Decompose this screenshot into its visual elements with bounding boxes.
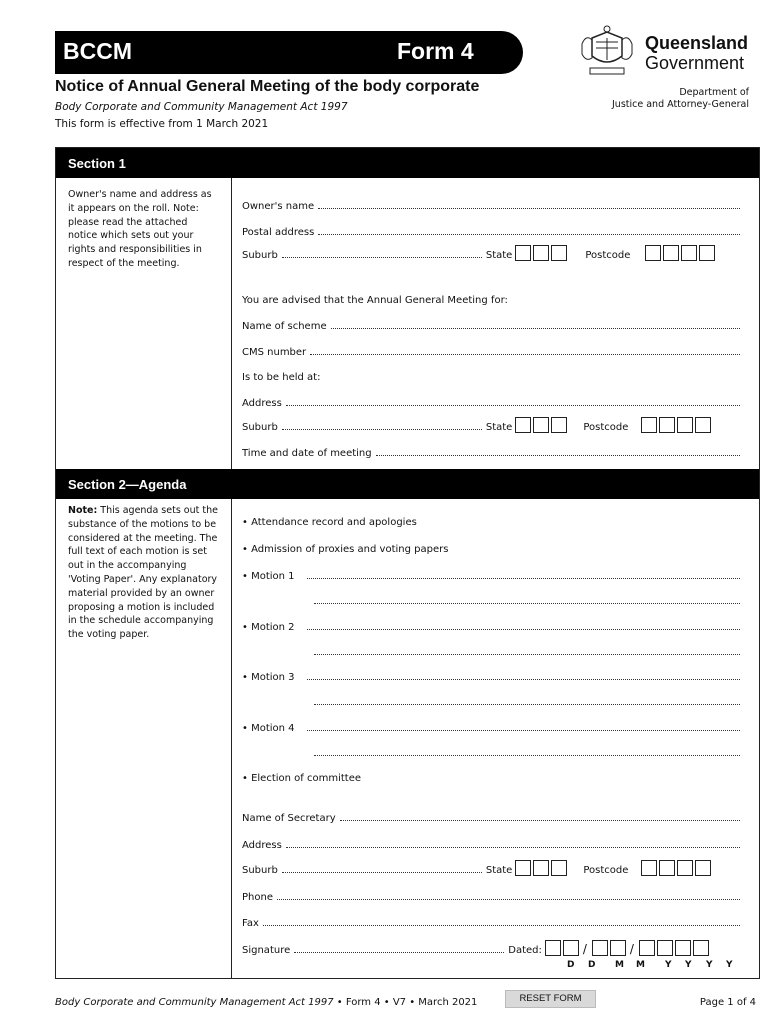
section-1-divider [231,178,232,469]
motion-4-continued[interactable] [310,743,744,759]
signature-field[interactable] [294,952,504,953]
date-letter: D [588,960,596,970]
queensland-wordmark: Queensland [645,33,749,53]
section-1-heading: Section 1 [56,148,759,178]
effective-date: This form is effective from 1 March 2021 [55,118,269,130]
agenda-election: • Election of committee [242,773,361,784]
date-letter: Y [706,960,713,970]
agenda-attendance: • Attendance record and apologies [242,517,417,528]
postal-address-field[interactable]: Postal address [242,222,744,238]
suburb-field[interactable] [282,257,482,258]
motion-3-field[interactable]: • Motion 3 [242,667,744,683]
government-wordmark: Government [645,53,745,73]
motion-2-field[interactable]: • Motion 2 [242,617,744,633]
secretary-state-boxes[interactable] [515,860,569,876]
meeting-postcode-boxes[interactable] [641,417,713,433]
cms-number-field[interactable]: CMS number [242,342,744,358]
secretary-name-field[interactable]: Name of Secretary [242,808,744,824]
postcode-boxes[interactable] [645,245,717,261]
suburb-row-1: Suburb State Postcode [242,245,744,261]
date-letter: Y [665,960,672,970]
secretary-suburb-row: Suburb State Postcode [242,860,744,876]
motion-3-continued[interactable] [310,692,744,708]
meeting-state-boxes[interactable] [515,417,569,433]
reset-form-button[interactable]: RESET FORM [505,990,596,1008]
owners-name-field[interactable]: Owner's name [242,196,744,212]
date-day-boxes[interactable] [545,940,581,956]
agenda-proxies: • Admission of proxies and voting papers [242,544,449,555]
motion-4-field[interactable]: • Motion 4 [242,718,744,734]
secretary-address-field[interactable]: Address [242,835,744,851]
time-date-field[interactable]: Time and date of meeting [242,443,744,459]
fax-field[interactable]: Fax [242,913,744,929]
queensland-crest-icon [578,24,636,78]
bccm-label: BCCM [63,38,132,64]
phone-field[interactable]: Phone [242,887,744,903]
form-number: Form 4 [397,38,474,64]
department-name: Department of Justice and Attorney-General [612,87,749,110]
meeting-suburb-field[interactable] [282,429,482,430]
section-2-note: Note: This agenda sets out the substance of the motions to be considered at the meeting. The full text of each motion is set out in the accompanying 'Voting Paper'. Any explanatory material provided by an owner proposing a motion is included in the schedule accompanying the voting paper. [68,505,218,641]
form-banner [55,31,523,74]
state-boxes[interactable] [515,245,569,261]
scheme-name-field[interactable]: Name of scheme [242,316,744,332]
section-2-heading: Section 2—Agenda [56,469,759,499]
form-container [55,147,760,979]
motion-1-continued[interactable] [310,591,744,607]
secretary-suburb-field[interactable] [282,872,482,873]
motion-2-continued[interactable] [310,642,744,658]
footer-act: Body Corporate and Community Management Act 1997 • Form 4 • V7 • March 2021 [55,997,478,1008]
date-letter: M [636,960,645,970]
meeting-address-field[interactable]: Address [242,393,744,409]
signature-row: Signature Dated: / / [242,940,744,956]
page-title: Notice of Annual General Meeting of the body corporate [55,78,480,95]
suburb-row-2: Suburb State Postcode [242,417,744,433]
section-2-divider [231,499,232,979]
section-1-note: Owner's name and address as it appears on the roll. Note: please read the attached notice which sets out your rights and responsibilities in respect of the meeting. [68,189,212,269]
date-letter: Y [726,960,733,970]
date-month-boxes[interactable] [592,940,628,956]
motion-1-field[interactable]: • Motion 1 [242,566,744,582]
held-at-text: Is to be held at: [242,372,321,383]
date-letter: D [567,960,575,970]
secretary-postcode-boxes[interactable] [641,860,713,876]
date-letter: Y [685,960,692,970]
page-number: Page 1 of 4 [699,997,756,1008]
advised-text: You are advised that the Annual General Meeting for: [242,295,508,306]
date-letter: M [615,960,624,970]
act-reference: Body Corporate and Community Management Act 1997 [55,101,348,113]
date-year-boxes[interactable] [639,940,711,956]
